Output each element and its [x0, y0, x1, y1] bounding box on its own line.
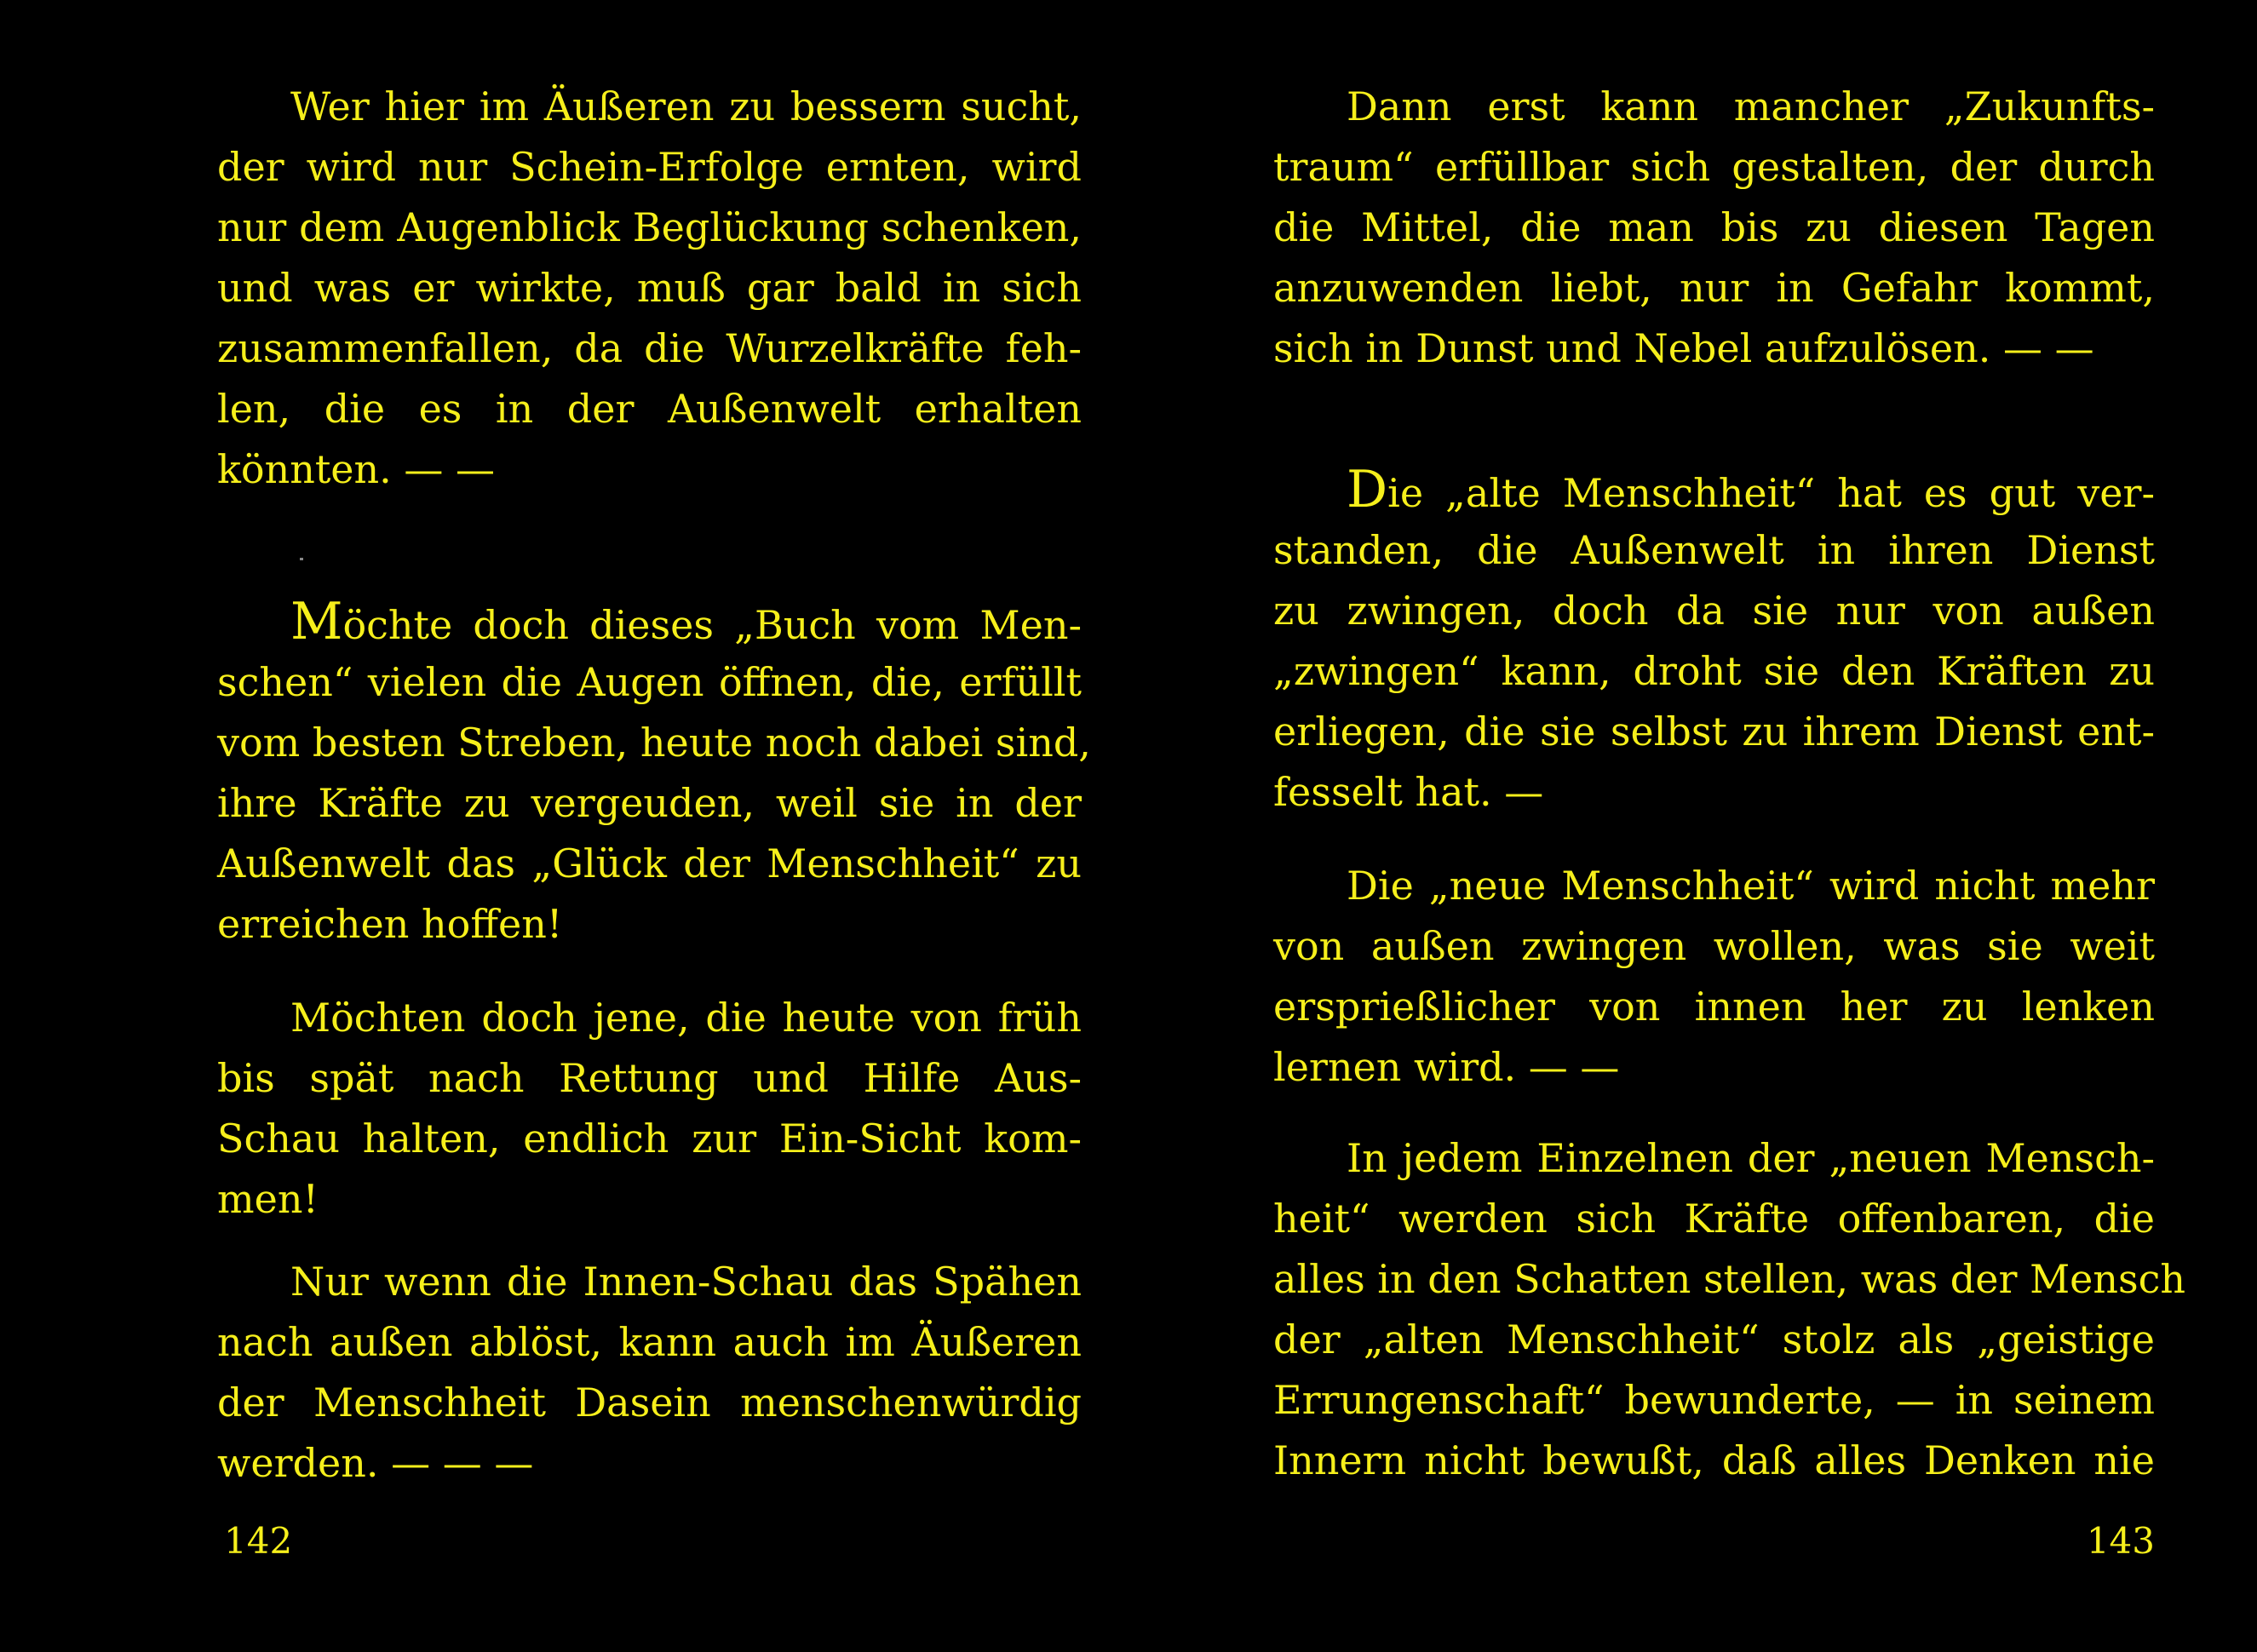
text-line: werden. — — — [217, 1440, 534, 1486]
drop-cap: M [290, 592, 343, 651]
text-line: schen“ vielen die Augen öffnen, die, erfüllt [217, 659, 1082, 705]
text-line: ihre Kräfte zu vergeuden, weil sie in der [217, 780, 1082, 826]
text-line: In jedem Einzelnen der „neuen Mensch- [1347, 1135, 2155, 1181]
text-line: bis spät nach Rettung und Hilfe Aus- [217, 1055, 1082, 1101]
text-line: Errungenschaft“ bewunderte, — in seinem [1273, 1377, 2155, 1423]
text-line: der „alten Menschheit“ stolz als „geistige [1273, 1316, 2155, 1362]
text-line: erliegen, die sie selbst zu ihrem Dienst ent- [1273, 708, 2155, 754]
text-line: len, die es in der Außenwelt erhalten [217, 386, 1082, 432]
text-line: nach außen ablöst, kann auch im Äußeren [217, 1319, 1082, 1365]
text-line: „zwingen“ kann, droht sie den Kräften zu [1273, 648, 2155, 694]
text-line: ersprießlicher von innen her zu lenken [1273, 984, 2155, 1030]
text-line: heit“ werden sich Kräfte offenbaren, die [1273, 1196, 2155, 1242]
left-page [217, 0, 1091, 1652]
text-line [290, 592, 1082, 652]
line-text: ie „alte Menschheit“ hat es gut ver- [1387, 470, 2155, 516]
text-line: Außenwelt das „Glück der Menschheit“ zu [217, 840, 1082, 886]
text-line: standen, die Außenwelt in ihren Dienst [1273, 527, 2155, 573]
line-text: öchte doch dieses „Buch vom Men- [342, 602, 1082, 648]
text-line: der Menschheit Dasein menschenwürdig [217, 1380, 1082, 1425]
text-line: nur dem Augenblick Beglückung schenken, [217, 204, 1082, 250]
right-page [1273, 0, 2186, 1652]
text-line: fesselt hat. — [1273, 769, 1544, 815]
text-line: zusammenfallen, da die Wurzelkräfte feh- [217, 325, 1082, 371]
text-line: anzuwenden liebt, nur in Gefahr kommt, [1273, 265, 2155, 311]
text-line: Wer hier im Äußeren zu bessern sucht, [290, 83, 1082, 129]
text-line: zu zwingen, doch da sie nur von außen [1273, 588, 2155, 634]
page-number: 142 [224, 1520, 293, 1562]
text-line: traum“ erfüllbar sich gestalten, der durch [1273, 144, 2155, 190]
text-line: Nur wenn die Innen-Schau das Spähen [290, 1259, 1082, 1305]
text-line: sich in Dunst und Nebel aufzulösen. — — [1273, 325, 2094, 371]
text-line [1347, 460, 2155, 520]
text-line: der wird nur Schein-Erfolge ernten, wird [217, 144, 1082, 190]
text-line: Dann erst kann mancher „Zukunfts- [1347, 83, 2155, 129]
text-line: erreichen hoffen! [217, 901, 563, 947]
text-line: Innern nicht bewußt, daß alles Denken nie [1273, 1437, 2155, 1483]
text-line: Möchten doch jene, die heute von früh [290, 995, 1082, 1041]
page-number: 143 [2086, 1520, 2155, 1562]
text-line: von außen zwingen wollen, was sie weit [1273, 923, 2155, 969]
text-line: könnten. — — [217, 446, 496, 492]
text-line: men! [217, 1176, 319, 1222]
drop-cap: D [1347, 460, 1388, 519]
text-line: und was er wirkte, muß gar bald in sich [217, 265, 1082, 311]
text-line: lernen wird. — — [1273, 1044, 1620, 1090]
speck [300, 558, 303, 560]
text-line: die Mittel, die man bis zu diesen Tagen [1273, 204, 2155, 250]
text-line: Die „neue Menschheit“ wird nicht mehr [1347, 863, 2155, 909]
text-line: vom besten Streben, heute noch dabei sind, [217, 720, 1091, 766]
text-line: Schau halten, endlich zur Ein-Sicht kom- [217, 1116, 1082, 1162]
text-line: alles in den Schatten stellen, was der Mensch [1273, 1256, 2186, 1302]
